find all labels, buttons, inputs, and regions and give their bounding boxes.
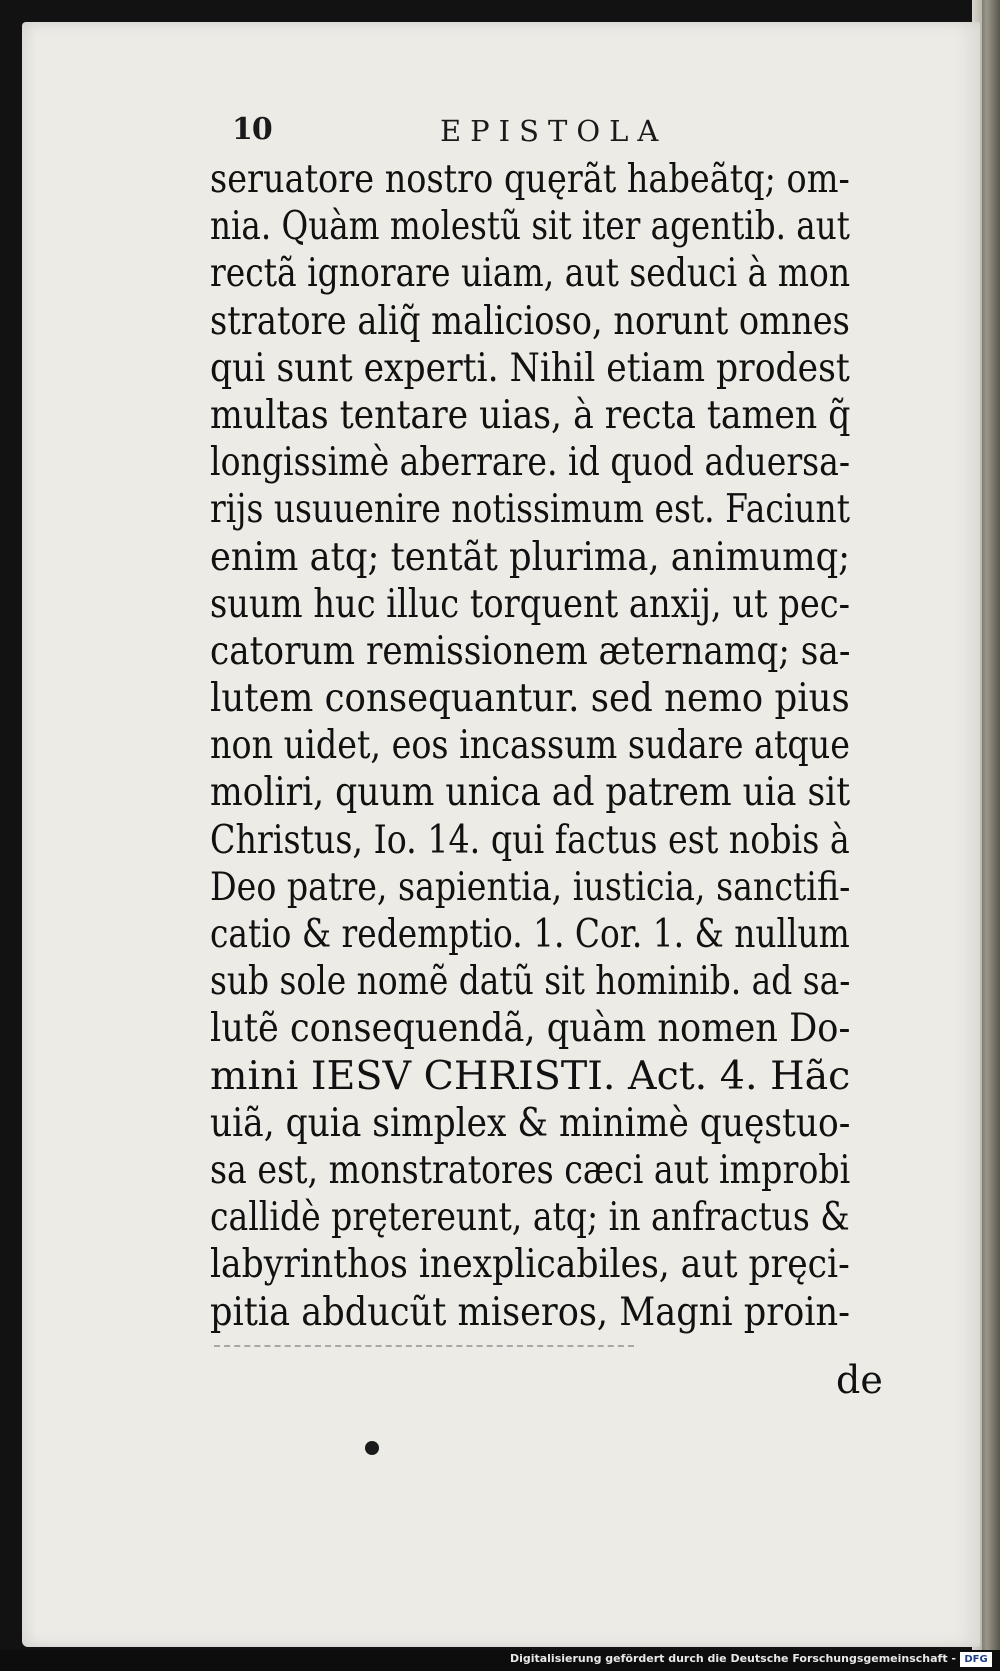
text-line: suum huc illuc torquent anxij, ut pec- [210,581,850,627]
running-head: EPISTOLA [440,114,668,148]
digitization-credit: Digitalisierung gefördert durch die Deutsche Forschungsgemeinschaft - [509,1652,956,1665]
text-line: callidè prętereunt, atq; in anfractus & [210,1195,850,1241]
catchword: de [836,1358,883,1402]
text-line: Christus, Io. 14. qui factus est nobis à [210,817,850,863]
text-line: Deo patre, sapientia, iusticia, sanctifi- [210,864,851,910]
text-line: nia. Quàm molestũ sit iter agentib. aut [210,204,850,250]
text-line: pitia abducũt miseros, Magni proin- [210,1289,851,1335]
text-line: sa est, monstratores cæci aut improbi [210,1147,851,1193]
text-line: rectã ignorare uiam, aut seduci à mon [210,251,851,297]
body-text [210,156,900,1336]
text-line: lutem consequantur. sed nemo pius [210,676,850,722]
text-line: longissimè aberrare. id quod aduersa- [210,440,851,486]
dfg-logo: DFG [960,1652,992,1667]
text-line: mini IESV CHRISTI. Act. 4. Hãc [210,1053,851,1099]
page-number: 10 [232,112,272,147]
text-line: uiã, quia simplex & minimè quęstuo- [210,1100,851,1146]
text-line: qui sunt experti. Nihil etiam prodest [210,345,850,391]
text-line: catio & redemptio. 1. Cor. 1. & nullum [210,912,850,957]
footer-bar [0,1650,1000,1671]
text-line: enim atq; tentãt plurima, animumq; [210,534,851,580]
text-line: moliri, quum unica ad patrem uia sit [210,770,851,816]
text-line: rijs usuuenire notissimum est. Faciunt [210,487,850,533]
text-line: lutẽ consequendã, quàm nomen Do- [210,1006,851,1052]
text-line: seruatore nostro quęrãt habeãtq; om- [210,157,850,202]
text-line: non uidet, eos incassum sudare atque [210,723,850,769]
page-header [232,112,872,152]
text-line: labyrinthos inexplicabiles, aut pręci- [210,1242,850,1288]
text-line: sub sole nomẽ datũ sit hominib. ad sa- [210,959,851,1005]
ink-smudge [214,1345,634,1363]
text-line: catorum remissionem æternamq; sa- [210,628,851,674]
text-line: stratore aliq̃ malicioso, norunt omnes [210,298,850,344]
ink-dot [365,1441,379,1455]
text-line: multas tentare uias, à recta tamen q̃ [210,392,851,438]
